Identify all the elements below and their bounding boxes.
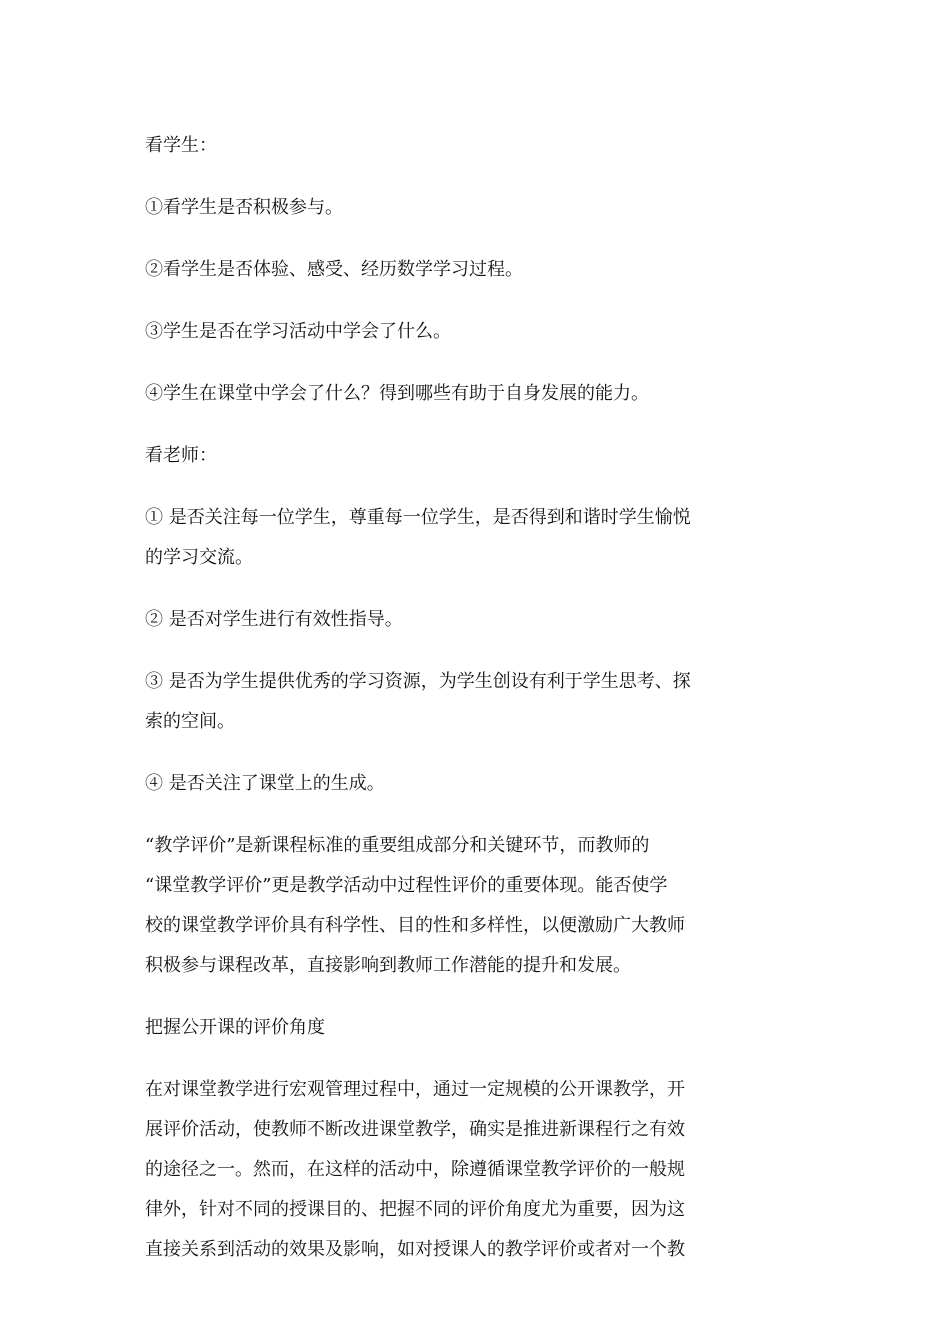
teacher-criterion-4 (145, 764, 735, 804)
text-line: 把握公开课的评价角度 (145, 1017, 325, 1038)
text-line: ③学生是否在学习活动中学会了什么。 (145, 321, 451, 342)
text-line: 的途径之一。然而，在这样的活动中，除遵循课堂教学评价的一般规 (145, 1159, 685, 1180)
evaluation-paragraph (145, 826, 735, 986)
text-line: 校的课堂教学评价具有科学性、目的性和多样性，以便激励广大教师 (145, 915, 685, 936)
document-page (145, 126, 735, 1292)
text-line: ③ 是否为学生提供优秀的学习资源，为学生创设有利于学生思考、探 (145, 671, 691, 692)
text-line: ②看学生是否体验、感受、经历数学学习过程。 (145, 259, 523, 280)
text-line: ① 是否关注每一位学生，尊重每一位学生，是否得到和谐时学生愉悦 (145, 507, 691, 528)
text-line: “课堂教学评价”更是教学活动中过程性评价的重要体现。能否使学 (145, 875, 668, 896)
public-lesson-paragraph (145, 1070, 735, 1270)
text-line: 律外，针对不同的授课目的、把握不同的评价角度尤为重要，因为这 (145, 1199, 685, 1220)
student-criterion-4 (145, 374, 735, 414)
text-line: 看老师： (145, 445, 217, 466)
teacher-criterion-2 (145, 600, 735, 640)
student-criterion-3 (145, 312, 735, 352)
text-line: 直接关系到活动的效果及影响，如对授课人的教学评价或者对一个教 (145, 1239, 685, 1260)
text-line: 展评价活动，使教师不断改进课堂教学，确实是推进新课程行之有效 (145, 1119, 685, 1140)
text-line: ② 是否对学生进行有效性指导。 (145, 609, 403, 630)
section-heading (145, 1008, 735, 1048)
text-line: 索的空间。 (145, 711, 235, 732)
text-line: ④ 是否关注了课堂上的生成。 (145, 773, 385, 794)
text-line: 的学习交流。 (145, 547, 253, 568)
text-line: ④学生在课堂中学会了什么？得到哪些有助于自身发展的能力。 (145, 383, 649, 404)
student-criterion-2 (145, 250, 735, 290)
student-criterion-1 (145, 188, 735, 228)
teacher-criterion-1 (145, 498, 735, 578)
heading-look-at-students (145, 126, 735, 166)
text-line: 积极参与课程改革，直接影响到教师工作潜能的提升和发展。 (145, 955, 631, 976)
text-line: 看学生： (145, 135, 217, 156)
heading-look-at-teacher (145, 436, 735, 476)
text-line: ①看学生是否积极参与。 (145, 197, 343, 218)
text-line: “教学评价”是新课程标准的重要组成部分和关键环节，而教师的 (145, 835, 650, 856)
teacher-criterion-3 (145, 662, 735, 742)
text-line: 在对课堂教学进行宏观管理过程中，通过一定规模的公开课教学，开 (145, 1079, 685, 1100)
